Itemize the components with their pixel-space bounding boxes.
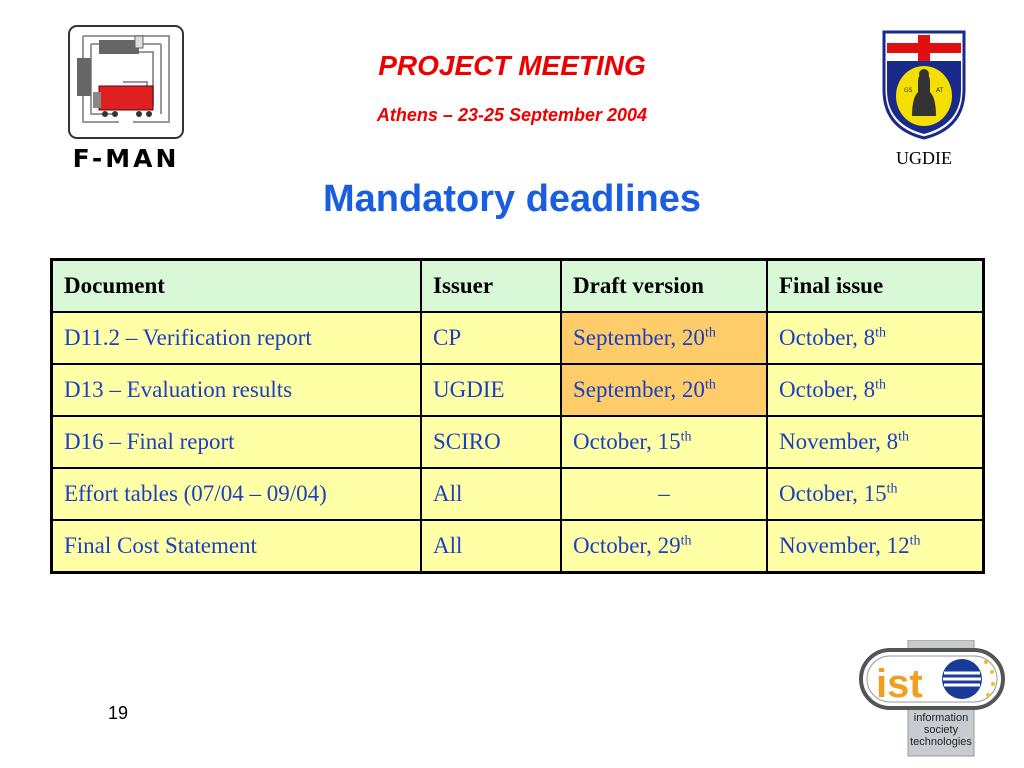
page-number: 19 bbox=[108, 703, 129, 723]
meeting-title: PROJECT MEETING bbox=[378, 50, 646, 81]
draft-cell bbox=[561, 364, 767, 416]
final-date: October, 8 bbox=[779, 325, 876, 350]
slide-title: Mandatory deadlines bbox=[323, 178, 701, 220]
fman-logo-icon bbox=[63, 22, 189, 144]
document-cell: D13 – Evaluation results bbox=[52, 364, 422, 416]
issuer-cell: CP bbox=[421, 312, 561, 364]
ist-caption-line: information bbox=[913, 712, 969, 724]
meeting-subtitle: Athens – 23-25 September 2004 bbox=[376, 105, 648, 125]
fman-logo-text: F-MAN bbox=[72, 144, 180, 173]
issuer-cell: All bbox=[421, 520, 561, 573]
draft-date: October, 29 bbox=[573, 533, 681, 558]
deadlines-table bbox=[50, 258, 985, 574]
ist-logo bbox=[858, 640, 1008, 758]
draft-date: September, 20 bbox=[573, 325, 705, 350]
final-ordinal: th bbox=[875, 325, 887, 341]
issuer-cell: SCIRO bbox=[421, 416, 561, 468]
final-cell bbox=[767, 364, 984, 416]
issuer-cell: All bbox=[421, 468, 561, 520]
ugdie-logo bbox=[878, 28, 970, 178]
university-crest-icon bbox=[878, 28, 970, 143]
draft-ordinal: th bbox=[680, 429, 692, 445]
table-row bbox=[52, 416, 984, 468]
table-row bbox=[52, 468, 984, 520]
ist-caption-line: technologies bbox=[910, 736, 972, 748]
header-final-issue: Final issue bbox=[767, 260, 984, 313]
final-ordinal: th bbox=[875, 377, 887, 393]
svg-text:AT: AT bbox=[936, 87, 944, 94]
draft-ordinal: th bbox=[704, 377, 716, 393]
final-cell bbox=[767, 520, 984, 573]
header-issuer: Issuer bbox=[421, 260, 561, 313]
document-cell: Effort tables (07/04 – 09/04) bbox=[52, 468, 422, 520]
final-date: November, 8 bbox=[779, 429, 899, 454]
ist-caption-line: society bbox=[923, 724, 959, 736]
document-cell: D11.2 – Verification report bbox=[52, 312, 422, 364]
draft-ordinal: th bbox=[680, 533, 692, 549]
header-document: Document bbox=[52, 260, 422, 313]
svg-text:ist: ist bbox=[876, 662, 923, 706]
final-ordinal: th bbox=[898, 429, 910, 445]
final-ordinal: th bbox=[909, 533, 921, 549]
issuer-cell: UGDIE bbox=[421, 364, 561, 416]
ist-caption bbox=[910, 712, 972, 748]
draft-ordinal: th bbox=[704, 325, 716, 341]
draft-cell bbox=[561, 468, 767, 520]
draft-cell bbox=[561, 312, 767, 364]
document-cell: D16 – Final report bbox=[52, 416, 422, 468]
table-row bbox=[52, 312, 984, 364]
final-cell bbox=[767, 468, 984, 520]
table-row bbox=[52, 364, 984, 416]
final-date: October, 8 bbox=[779, 377, 876, 402]
document-cell: Final Cost Statement bbox=[52, 520, 422, 573]
draft-cell bbox=[561, 520, 767, 573]
svg-text:GS: GS bbox=[904, 87, 913, 94]
header-draft-version: Draft version bbox=[561, 260, 767, 313]
final-ordinal: th bbox=[886, 481, 898, 497]
fman-logo bbox=[63, 22, 189, 174]
ugdie-label: UGDIE bbox=[896, 148, 952, 168]
draft-date: September, 20 bbox=[573, 377, 705, 402]
final-date: October, 15 bbox=[779, 481, 887, 506]
table-header-row bbox=[52, 260, 984, 313]
draft-date: October, 15 bbox=[573, 429, 681, 454]
draft-cell bbox=[561, 416, 767, 468]
draft-date: – bbox=[658, 481, 670, 506]
final-cell bbox=[767, 312, 984, 364]
table-row bbox=[52, 520, 984, 573]
final-date: November, 12 bbox=[779, 533, 910, 558]
final-cell bbox=[767, 416, 984, 468]
